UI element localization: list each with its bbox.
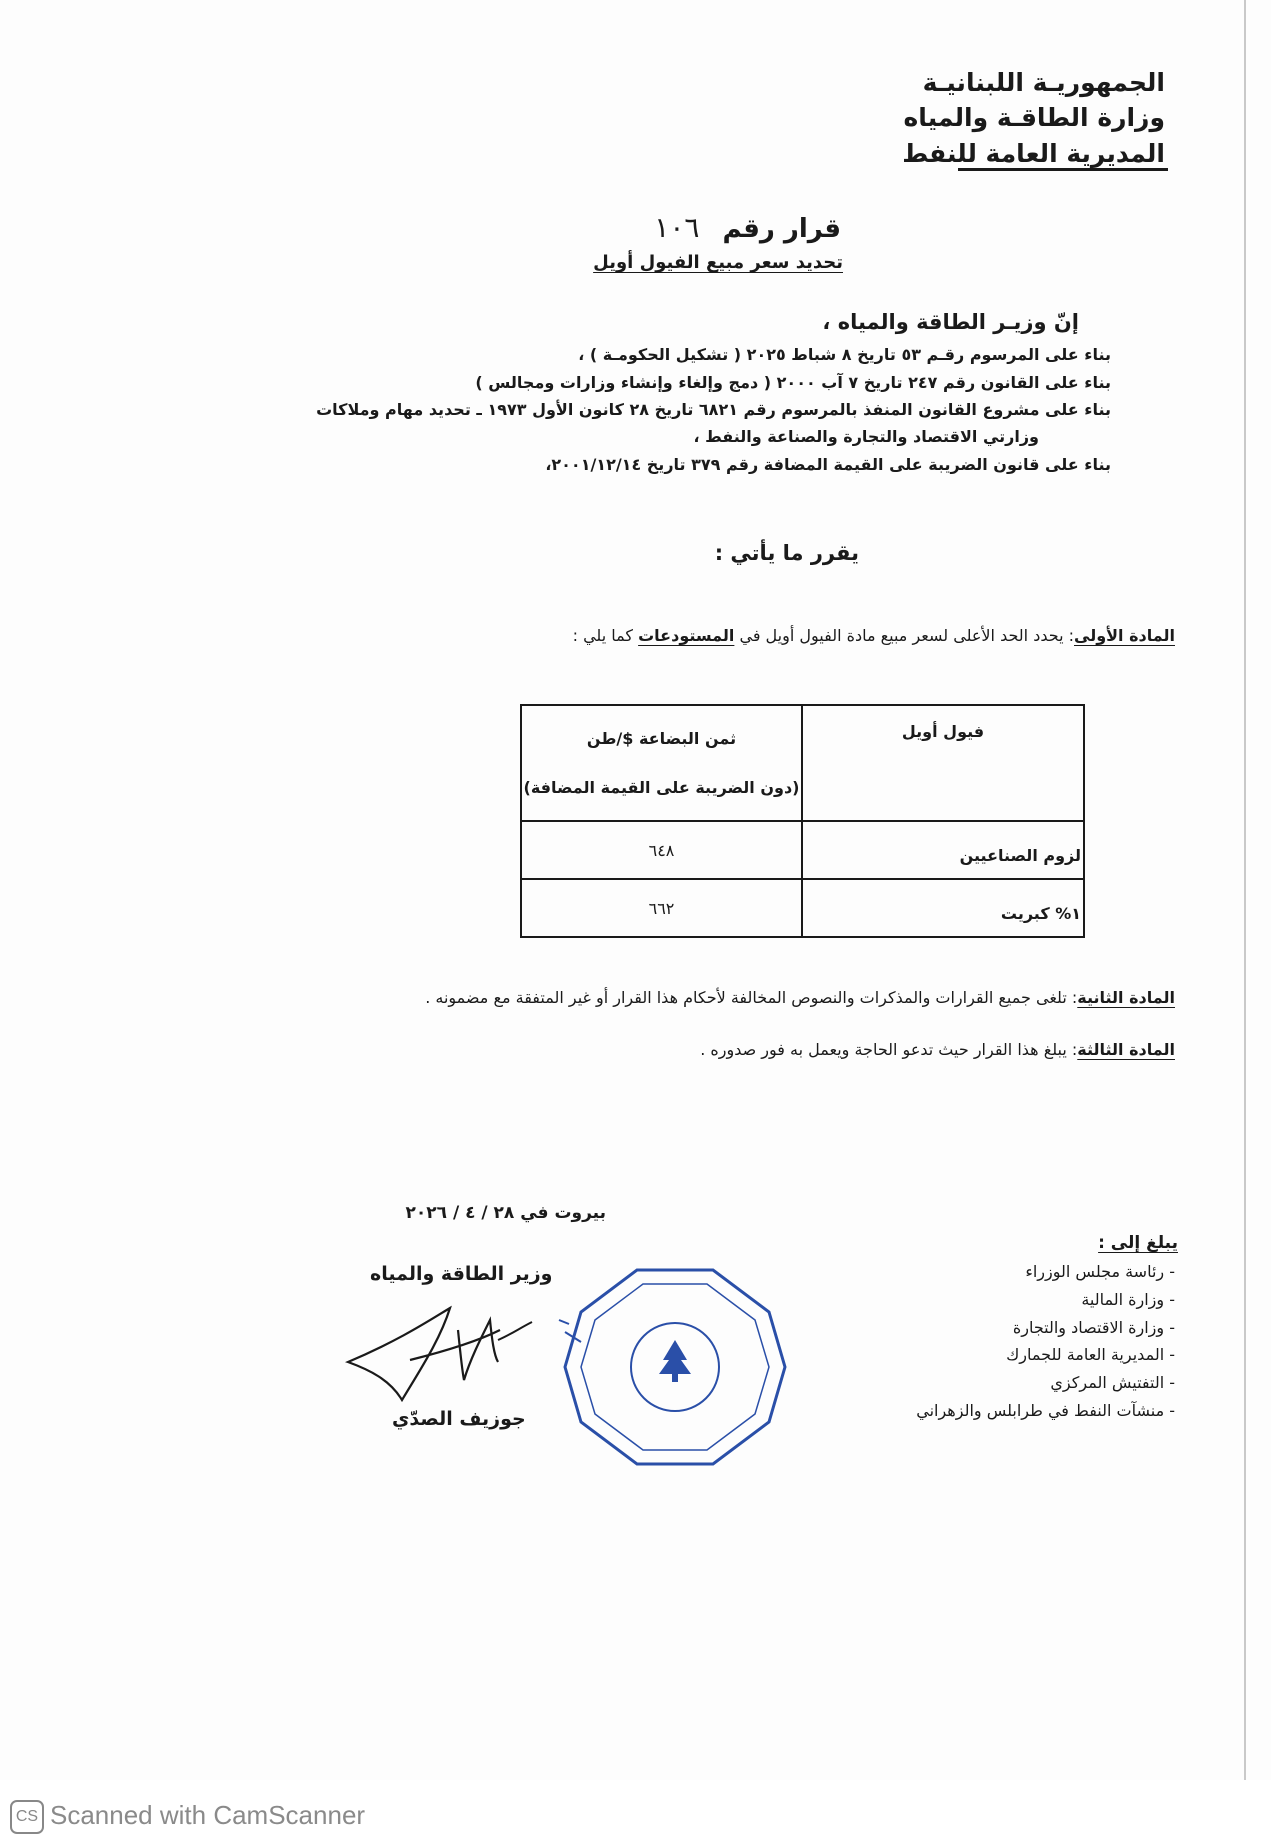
decides-heading: يقرر ما يأتي : <box>714 541 859 565</box>
header-directorate: المديرية العامة للنفط <box>902 139 1165 168</box>
recipient-item: - رئاسة مجلس الوزراء <box>1025 1262 1175 1281</box>
header-product-label: فيول أويل <box>901 722 985 741</box>
recipient-item: - وزارة الاقتصاد والتجارة <box>1012 1318 1175 1337</box>
article-2 <box>425 988 1175 1007</box>
header-price-line2: (دون الضريبة على القيمة المضافة) <box>523 778 800 797</box>
notify-title: يبلغ إلى : <box>1098 1233 1178 1253</box>
preamble-basis-line: وزارتي الاقتصاد والتجارة والصناعة والنفط ، <box>693 427 1039 446</box>
price-table <box>520 704 1085 938</box>
price-table-header-row <box>521 705 1084 821</box>
official-stamp <box>555 1262 795 1472</box>
camscanner-label: Scanned with CamScanner <box>50 1800 366 1830</box>
header-price-cell <box>521 705 802 821</box>
article-1-label: المادة الأولى <box>1074 626 1175 645</box>
article-1-text-before: : يحدد الحد الأعلى لسعر مبيع مادة الفيول أويل في <box>734 626 1074 645</box>
signature-mark <box>340 1300 590 1410</box>
page-edge-line <box>1244 0 1246 1780</box>
table-row <box>521 821 1084 879</box>
recipient-item: - المديرية العامة للجمارك <box>1006 1345 1175 1364</box>
article-1-emphasis: المستودعات <box>638 626 735 645</box>
header-product-cell <box>802 705 1084 821</box>
city-date: بيروت في ٢٨ / ٤ / ٢٠٢٦ <box>405 1203 606 1223</box>
recipient-item: - منشآت النفط في طرابلس والزهراني <box>916 1401 1175 1420</box>
article-2-label: المادة الثانية <box>1077 988 1175 1007</box>
article-3-text: : يبلغ هذا القرار حيث تدعو الحاجة ويعمل به فور صدوره . <box>700 1040 1078 1059</box>
preamble-intro: إنّ وزيـر الطاقة والمياه ، <box>822 310 1079 334</box>
header-underline <box>958 168 1168 171</box>
recipient-item: - وزارة المالية <box>1081 1290 1175 1309</box>
row-price: ٦٦٢ <box>521 879 802 937</box>
row-product: ١% كبريت <box>802 879 1084 937</box>
row-product: لزوم الصناعيين <box>802 821 1084 879</box>
row-price: ٦٤٨ <box>521 821 802 879</box>
article-2-text: : تلغى جميع القرارات والمذكرات والنصوص المخالفة لأحكام هذا القرار أو غير المتفقة مع مضمونه . <box>425 988 1078 1007</box>
table-row <box>521 879 1084 937</box>
decree-subject: تحديد سعر مبيع الفيول أويل <box>593 252 843 273</box>
header-ministry: وزارة الطاقـة والمياه <box>903 103 1165 132</box>
article-3-label: المادة الثالثة <box>1077 1040 1175 1059</box>
article-3 <box>700 1040 1175 1059</box>
preamble-basis-line: بناء على القانون رقم ٢٤٧ تاريخ ٧ آب ٢٠٠٠ ( دمج وإلغاء وإنشاء وزارات ومجالس ) <box>475 373 1111 392</box>
recipient-item: - التفتيش المركزي <box>1050 1373 1175 1392</box>
decree-title <box>654 211 841 244</box>
article-1 <box>573 626 1175 645</box>
minister-title: وزير الطاقة والمياه <box>370 1263 553 1285</box>
article-1-text-after: كما يلي : <box>572 626 639 645</box>
preamble-basis-line: بناء على مشروع القانون المنفذ بالمرسوم رقم ٦٨٢١ تاريخ ٢٨ كانون الأول ١٩٧٣ ـ تحديد مهام وملاكات <box>316 400 1111 419</box>
preamble-basis-line: بناء على المرسوم رقـم ٥٣ تاريخ ٨ شباط ٢٠٢٥ ( تشكيل الحكومـة ) ، <box>578 345 1111 364</box>
header-price-line1: ثمن البضاعة $/طن <box>586 729 737 748</box>
minister-name: جوزيف الصدّي <box>392 1408 526 1430</box>
preamble-basis-line: بناء على قانون الضريبة على القيمة المضافة رقم ٣٧٩ تاريخ ٢٠٠١/١٢/١٤، <box>545 455 1111 474</box>
decree-number: ١٠٦ <box>654 211 700 244</box>
header-republic: الجمهوريـة اللبنانيـة <box>922 68 1165 97</box>
camscanner-logo-icon: CS <box>10 1800 44 1834</box>
decree-label: قرار رقم <box>722 214 841 244</box>
